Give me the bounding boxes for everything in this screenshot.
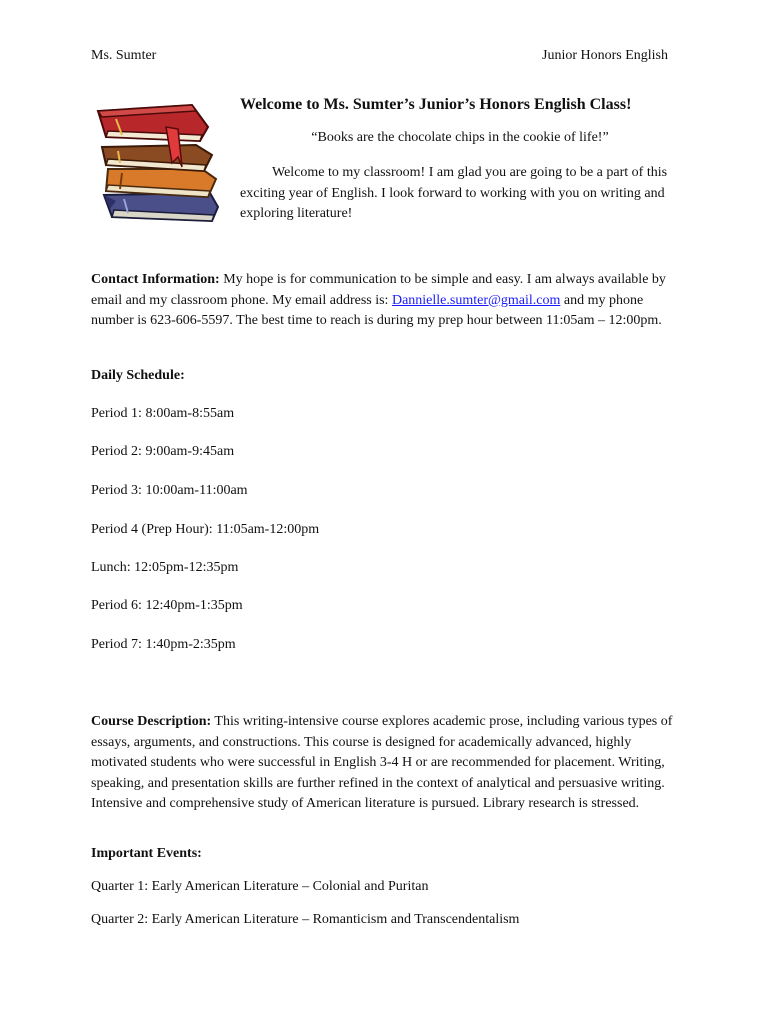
events-heading bbox=[91, 844, 681, 864]
course-description-paragraph bbox=[91, 712, 681, 815]
email-link[interactable]: Dannielle.sumter@gmail.com bbox=[391, 292, 561, 308]
schedule-item: Period 4 (Prep Hour): 11:05am-12:00pm bbox=[91, 522, 320, 537]
contact-label: Contact Information: bbox=[91, 272, 220, 287]
header-teacher-name: Ms. Sumter bbox=[91, 48, 157, 63]
schedule-item: Period 3: 10:00am-11:00am bbox=[91, 483, 248, 498]
intro-paragraph: Welcome to my classroom! I am glad you are going to be a part of this exciting year of English. I look forward to working with you on writing and exploring literature! bbox=[240, 165, 668, 221]
header-course-name: Junior Honors English bbox=[542, 48, 668, 63]
event-item: Quarter 2: Early American Literature – Romanticism and Transcendentalism bbox=[91, 912, 520, 927]
contact-paragraph bbox=[91, 270, 681, 332]
schedule-item: Period 2: 9:00am-9:45am bbox=[91, 444, 235, 459]
course-text: This writing-intensive course explores academic prose, including various types of essays, arguments, and constructions. This course is designed for academically advanced, highly motivated students who were successful in English 3-4 H or are recommended for placement. Writing, speaking, and presentation skills are further refined in the context of analytical and persuasive writing. Intensive and comprehensive study of American literature is pursued. Library research is stressed. bbox=[91, 714, 673, 811]
events-heading-text: Important Events: bbox=[91, 846, 202, 861]
page-title: Welcome to Ms. Sumter’s Junior’s Honors English Class! bbox=[240, 96, 632, 113]
quote: “Books are the chocolate chips in the cookie of life!” bbox=[311, 130, 609, 145]
schedule-item: Lunch: 12:05pm-12:35pm bbox=[91, 560, 239, 575]
event-item: Quarter 1: Early American Literature – Colonial and Puritan bbox=[91, 879, 429, 894]
schedule-heading bbox=[91, 366, 681, 386]
schedule-item: Period 1: 8:00am-8:55am bbox=[91, 406, 235, 421]
contact-text-after: and my phone number is 623-606-5597. The best time to reach is during my prep hour between 11:05am – 12:00pm. bbox=[91, 292, 662, 328]
contact-text-before: My hope is for communication to be simple and easy. I am always available by email and my classroom phone. My email address is: bbox=[91, 272, 666, 308]
stack-of-books-icon bbox=[92, 97, 226, 227]
course-label: Course Description: bbox=[91, 714, 212, 729]
schedule-item: Period 6: 12:40pm-1:35pm bbox=[91, 598, 243, 613]
schedule-heading-text: Daily Schedule: bbox=[91, 368, 185, 383]
schedule-item: Period 7: 1:40pm-2:35pm bbox=[91, 637, 236, 652]
